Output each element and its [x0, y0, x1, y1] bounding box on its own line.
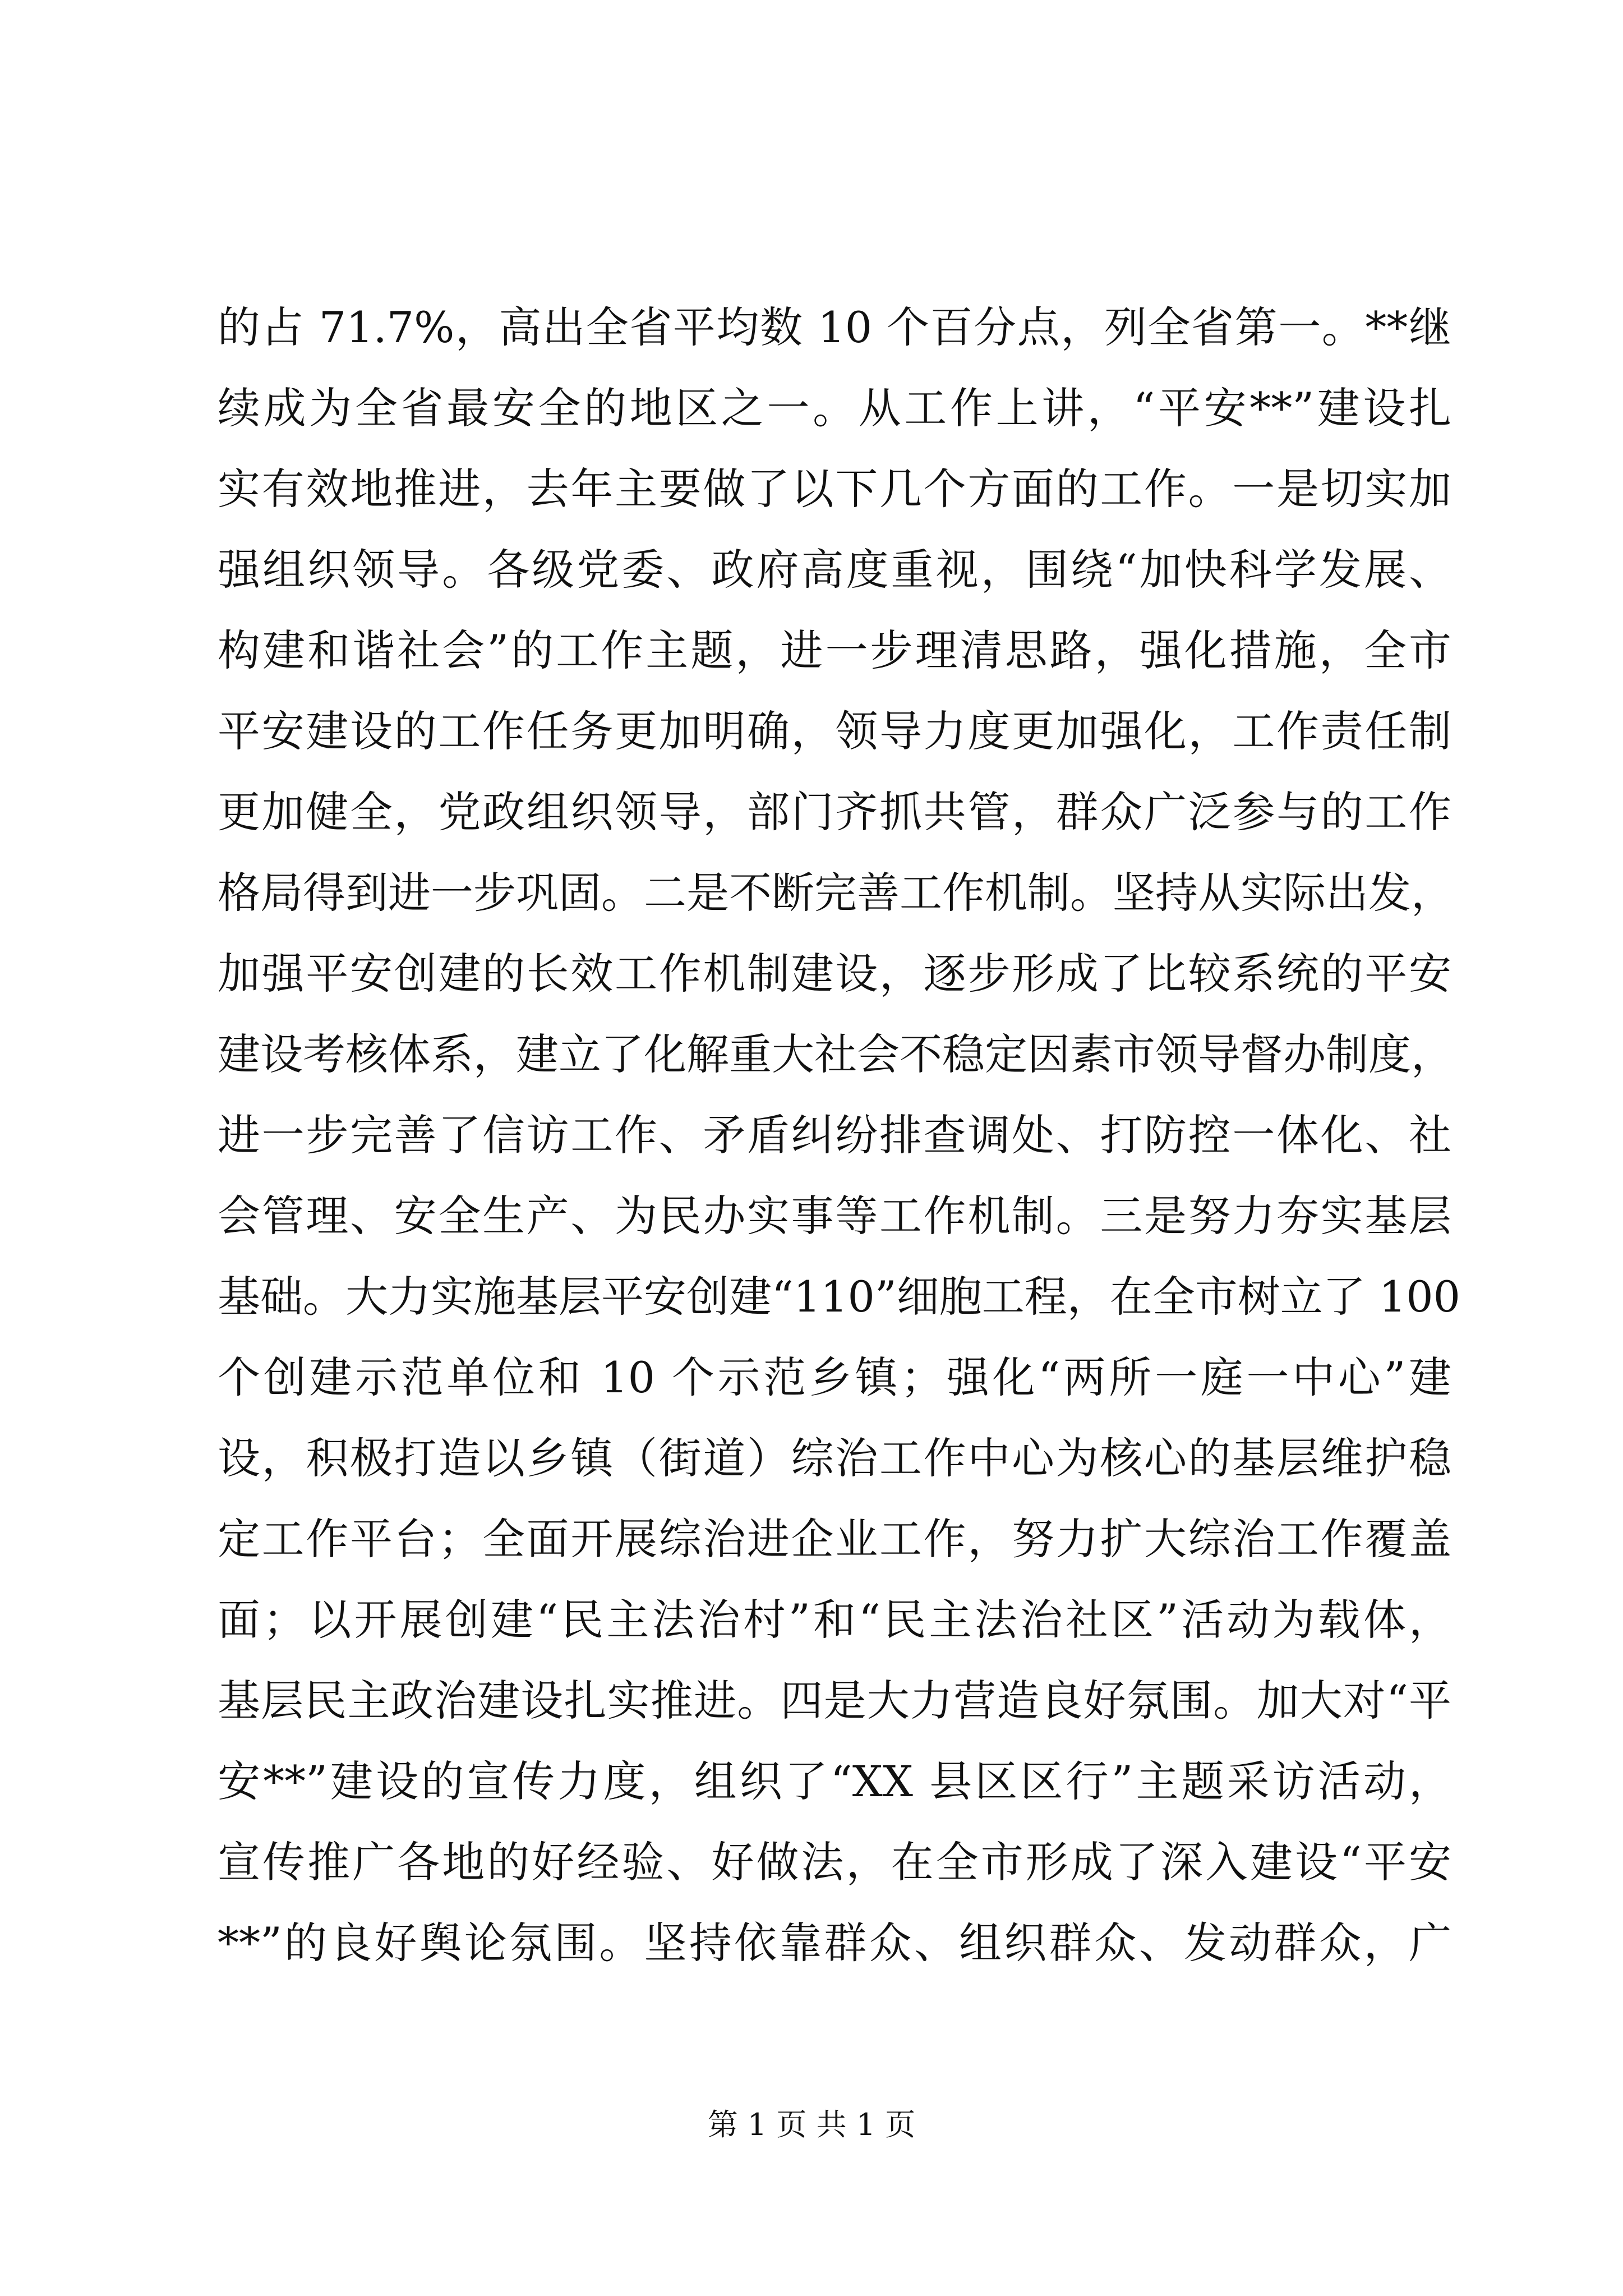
text-line: 平安建设的工作任务更加明确，领导力度更加强化，工作责任制	[218, 706, 1451, 756]
text-line: 的占 71.7%，高出全省平均数 10 个百分点，列全省第一。**继	[218, 302, 1451, 352]
text-line: 定工作平台；全面开展综治进企业工作，努力扩大综治工作覆盖	[218, 1514, 1451, 1564]
text-line: 基层民主政治建设扎实推进。四是大力营造良好氛围。加大对“平	[218, 1676, 1451, 1726]
text-line: 实有效地推进，去年主要做了以下几个方面的工作。一是切实加	[218, 464, 1451, 514]
text-line: 格局得到进一步巩固。二是不断完善工作机制。坚持从实际出发，	[218, 868, 1454, 918]
text-line: 会管理、安全生产、为民办实事等工作机制。三是努力夯实基层	[218, 1191, 1451, 1241]
text-line: 个创建示范单位和 10 个示范乡镇；强化“两所一庭一中心”建	[218, 1352, 1451, 1402]
text-line: 宣传推广各地的好经验、好做法，在全市形成了深入建设“平安	[218, 1837, 1451, 1887]
text-line: 构建和谐社会”的工作主题，进一步理清思路，强化措施，全市	[218, 625, 1451, 675]
text-line: 强组织领导。各级党委、政府高度重视，围绕“加快科学发展、	[218, 545, 1451, 595]
page-footer	[0, 2102, 1623, 2147]
text-line: 更加健全，党政组织领导，部门齐抓共管，群众广泛参与的工作	[218, 787, 1451, 837]
text-line: 安**”建设的宣传力度，组织了“XX 县区区行”主题采访活动，	[218, 1756, 1451, 1806]
text-line: 面；以开展创建“民主法治村”和“民主法治社区”活动为载体，	[218, 1595, 1451, 1645]
page-number-label: 第 1 页 共 1 页	[707, 2107, 916, 2142]
text-line: 进一步完善了信访工作、矛盾纠纷排查调处、打防控一体化、社	[218, 1110, 1451, 1160]
text-line: 加强平安创建的长效工作机制建设，逐步形成了比较系统的平安	[218, 949, 1451, 999]
body-text	[218, 287, 1460, 1984]
text-line: 基础。大力实施基层平安创建“110”细胞工程，在全市树立了 100	[218, 1272, 1460, 1322]
text-line: 续成为全省最安全的地区之一。从工作上讲，“平安**”建设扎	[218, 383, 1451, 433]
text-line: 建设考核体系，建立了化解重大社会不稳定因素市领导督办制度，	[218, 1029, 1454, 1079]
text-line: 设，积极打造以乡镇（街道）综治工作中心为核心的基层维护稳	[218, 1433, 1451, 1483]
text-line: **”的良好舆论氛围。坚持依靠群众、组织群众、发动群众，广	[218, 1918, 1451, 1968]
